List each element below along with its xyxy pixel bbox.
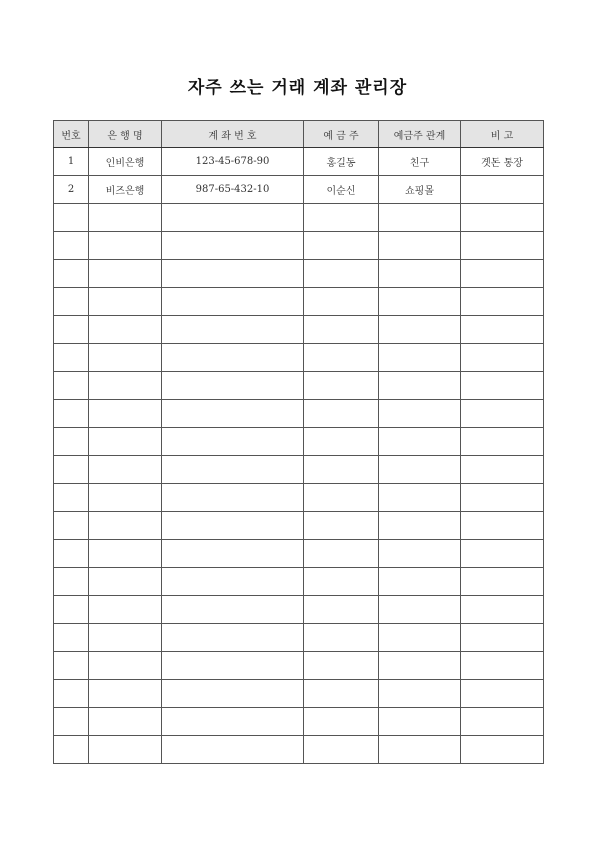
cell-note <box>461 596 544 624</box>
cell-note <box>461 372 544 400</box>
cell-account <box>162 372 304 400</box>
cell-note: 곗돈 통장 <box>461 148 544 176</box>
table-row <box>54 260 544 288</box>
cell-bank <box>89 400 162 428</box>
cell-holder: 홍길동 <box>304 148 379 176</box>
cell-no: 2 <box>54 176 89 204</box>
cell-account <box>162 624 304 652</box>
cell-relation <box>379 316 461 344</box>
cell-holder <box>304 652 379 680</box>
cell-holder <box>304 624 379 652</box>
cell-note <box>461 288 544 316</box>
cell-relation <box>379 624 461 652</box>
cell-holder <box>304 288 379 316</box>
cell-no <box>54 624 89 652</box>
cell-bank <box>89 652 162 680</box>
table-row <box>54 484 544 512</box>
cell-holder <box>304 680 379 708</box>
cell-no <box>54 260 89 288</box>
table-body <box>54 148 544 764</box>
cell-no <box>54 680 89 708</box>
cell-relation <box>379 260 461 288</box>
header-row <box>54 121 544 148</box>
cell-holder <box>304 484 379 512</box>
cell-bank <box>89 344 162 372</box>
table-row <box>54 596 544 624</box>
cell-holder <box>304 456 379 484</box>
cell-bank <box>89 512 162 540</box>
cell-account: 123-45-678-90 <box>162 148 304 176</box>
cell-holder <box>304 204 379 232</box>
cell-no <box>54 288 89 316</box>
cell-no <box>54 568 89 596</box>
table-row <box>54 232 544 260</box>
table-row <box>54 148 544 176</box>
table-row <box>54 288 544 316</box>
cell-bank: 비즈은행 <box>89 176 162 204</box>
cell-holder <box>304 512 379 540</box>
cell-relation <box>379 596 461 624</box>
cell-relation: 친구 <box>379 148 461 176</box>
cell-bank <box>89 708 162 736</box>
cell-holder <box>304 428 379 456</box>
cell-account <box>162 288 304 316</box>
table-row <box>54 652 544 680</box>
cell-bank <box>89 596 162 624</box>
cell-no <box>54 372 89 400</box>
cell-holder <box>304 232 379 260</box>
cell-relation <box>379 652 461 680</box>
cell-relation <box>379 512 461 540</box>
cell-note <box>461 176 544 204</box>
page-title: 자주 쓰는 거래 계좌 관리장 <box>187 78 408 98</box>
cell-note <box>461 344 544 372</box>
table-row <box>54 568 544 596</box>
table-row <box>54 736 544 764</box>
cell-bank <box>89 680 162 708</box>
cell-note <box>461 232 544 260</box>
cell-note <box>461 512 544 540</box>
cell-relation <box>379 736 461 764</box>
cell-account <box>162 428 304 456</box>
table-header <box>54 121 544 148</box>
cell-holder <box>304 344 379 372</box>
cell-bank <box>89 204 162 232</box>
table-row <box>54 456 544 484</box>
cell-relation <box>379 680 461 708</box>
cell-account <box>162 708 304 736</box>
cell-bank <box>89 372 162 400</box>
table-row <box>54 400 544 428</box>
cell-note <box>461 624 544 652</box>
cell-bank <box>89 428 162 456</box>
cell-note <box>461 652 544 680</box>
cell-relation <box>379 288 461 316</box>
cell-holder <box>304 708 379 736</box>
cell-account <box>162 316 304 344</box>
account-ledger-table <box>53 120 544 764</box>
cell-account <box>162 232 304 260</box>
cell-account <box>162 512 304 540</box>
cell-no <box>54 540 89 568</box>
cell-bank <box>89 624 162 652</box>
cell-account <box>162 680 304 708</box>
cell-no <box>54 316 89 344</box>
cell-relation <box>379 372 461 400</box>
column-header-relation: 예금주 관계 <box>379 121 461 148</box>
cell-no <box>54 456 89 484</box>
cell-no <box>54 596 89 624</box>
cell-holder <box>304 372 379 400</box>
cell-note <box>461 708 544 736</box>
cell-account <box>162 260 304 288</box>
cell-note <box>461 204 544 232</box>
cell-no <box>54 708 89 736</box>
cell-no <box>54 400 89 428</box>
cell-relation: 쇼핑몰 <box>379 176 461 204</box>
table-row <box>54 176 544 204</box>
column-header-note: 비 고 <box>461 121 544 148</box>
cell-account <box>162 652 304 680</box>
cell-relation <box>379 428 461 456</box>
cell-relation <box>379 204 461 232</box>
cell-note <box>461 484 544 512</box>
table-row <box>54 680 544 708</box>
cell-no <box>54 344 89 372</box>
column-header-no: 번호 <box>54 121 89 148</box>
table-row <box>54 512 544 540</box>
table-row <box>54 372 544 400</box>
cell-bank <box>89 736 162 764</box>
cell-relation <box>379 568 461 596</box>
table-row <box>54 624 544 652</box>
cell-no <box>54 736 89 764</box>
cell-bank <box>89 288 162 316</box>
cell-holder <box>304 568 379 596</box>
cell-note <box>461 428 544 456</box>
cell-relation <box>379 456 461 484</box>
cell-note <box>461 568 544 596</box>
column-header-bank: 은 행 명 <box>89 121 162 148</box>
cell-note <box>461 400 544 428</box>
cell-holder <box>304 260 379 288</box>
cell-bank <box>89 260 162 288</box>
cell-no <box>54 204 89 232</box>
column-header-account: 계 좌 번 호 <box>162 121 304 148</box>
cell-no <box>54 484 89 512</box>
table-row <box>54 316 544 344</box>
cell-account <box>162 568 304 596</box>
column-header-holder: 예 금 주 <box>304 121 379 148</box>
cell-note <box>461 680 544 708</box>
cell-bank: 인비은행 <box>89 148 162 176</box>
cell-account <box>162 400 304 428</box>
cell-account <box>162 484 304 512</box>
cell-relation <box>379 540 461 568</box>
cell-no <box>54 232 89 260</box>
cell-note <box>461 260 544 288</box>
cell-account <box>162 540 304 568</box>
cell-bank <box>89 316 162 344</box>
cell-account <box>162 204 304 232</box>
cell-relation <box>379 232 461 260</box>
cell-no <box>54 652 89 680</box>
cell-note <box>461 316 544 344</box>
table-row <box>54 344 544 372</box>
table-row <box>54 708 544 736</box>
cell-note <box>461 540 544 568</box>
cell-holder: 이순신 <box>304 176 379 204</box>
cell-relation <box>379 708 461 736</box>
cell-account <box>162 344 304 372</box>
cell-holder <box>304 596 379 624</box>
cell-account <box>162 596 304 624</box>
cell-relation <box>379 484 461 512</box>
cell-no <box>54 512 89 540</box>
cell-relation <box>379 344 461 372</box>
cell-relation <box>379 400 461 428</box>
cell-bank <box>89 456 162 484</box>
cell-account: 987-65-432-10 <box>162 176 304 204</box>
cell-bank <box>89 232 162 260</box>
cell-holder <box>304 400 379 428</box>
cell-no: 1 <box>54 148 89 176</box>
cell-note <box>461 456 544 484</box>
table-row <box>54 428 544 456</box>
table-row <box>54 540 544 568</box>
cell-holder <box>304 540 379 568</box>
cell-bank <box>89 568 162 596</box>
cell-holder <box>304 316 379 344</box>
cell-bank <box>89 484 162 512</box>
cell-holder <box>304 736 379 764</box>
cell-account <box>162 456 304 484</box>
cell-bank <box>89 540 162 568</box>
table-row <box>54 204 544 232</box>
cell-note <box>461 736 544 764</box>
cell-no <box>54 428 89 456</box>
cell-account <box>162 736 304 764</box>
